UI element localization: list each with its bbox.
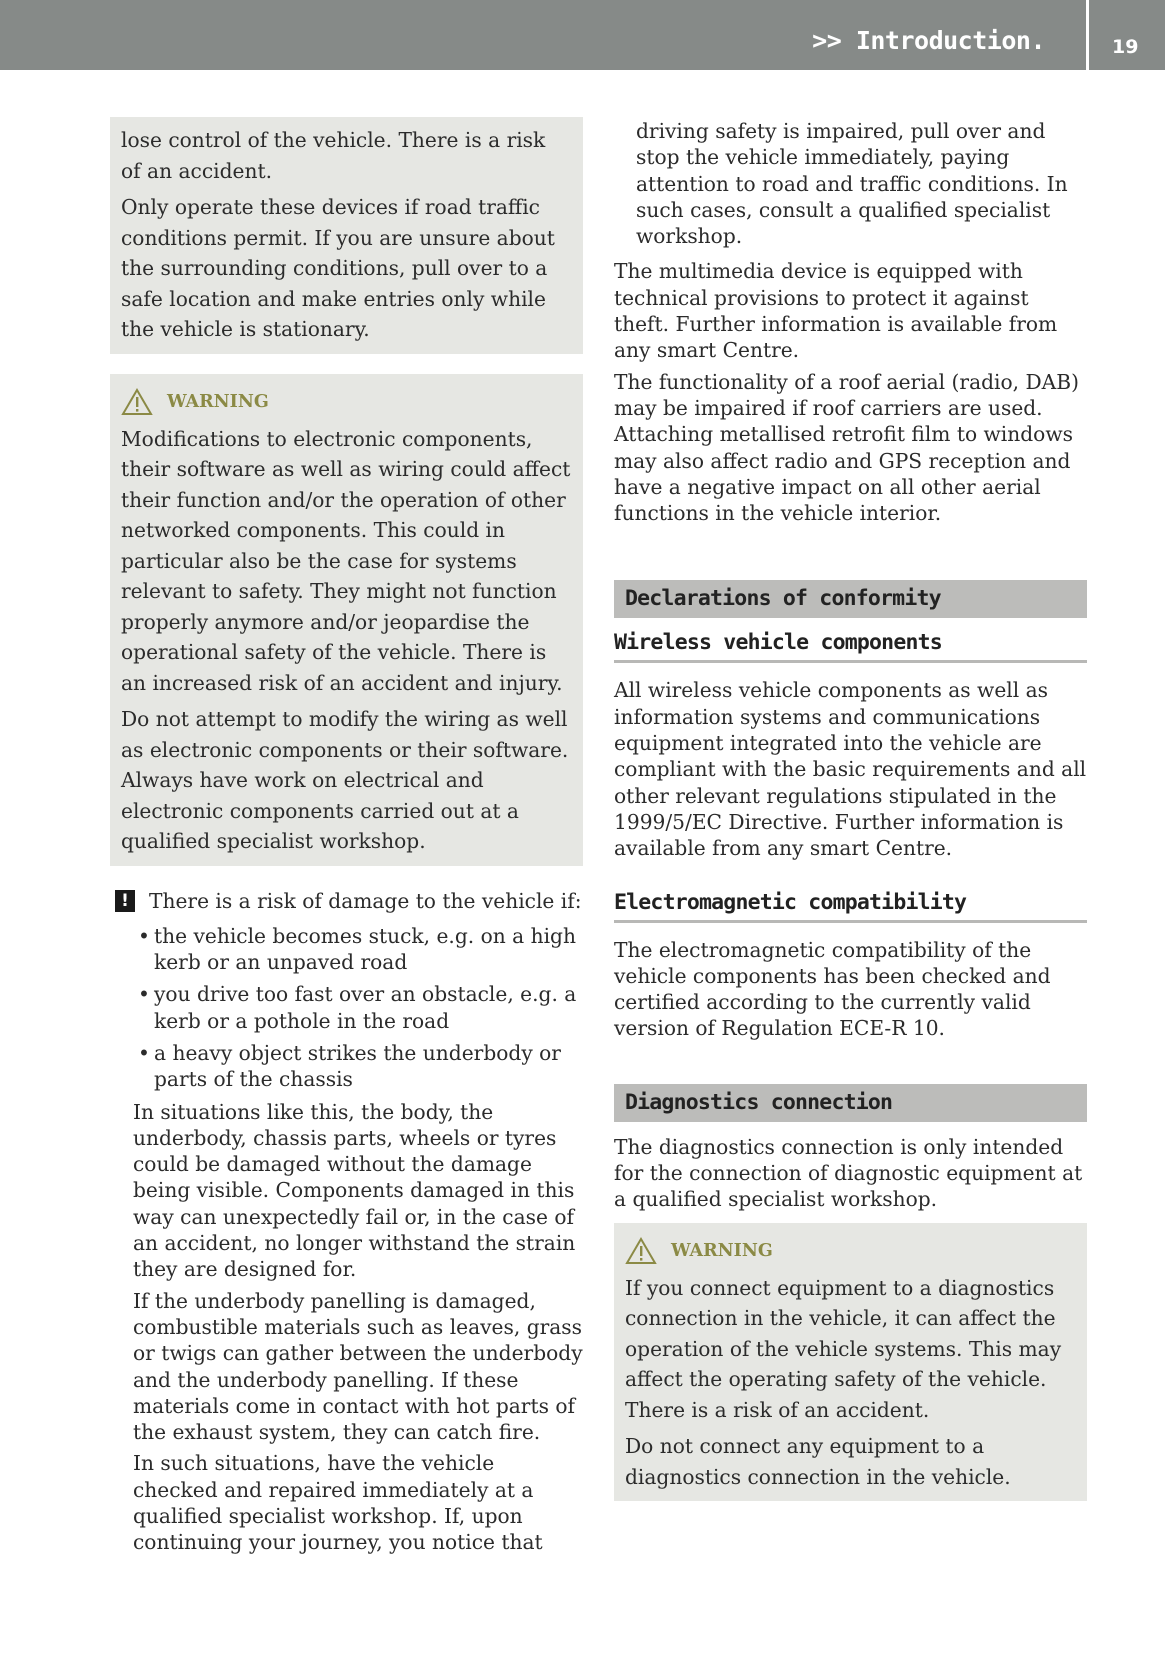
warning-heading: [121, 388, 571, 416]
warning-heading: [625, 1237, 1075, 1265]
page-header: [0, 0, 1165, 70]
paragraph: If you connect equipment to a diagnostics connection in the vehicle, it can affect the operation of the vehicle systems. This may affect the operating safety of the vehicle. There is a risk of an accident.: [625, 1275, 1062, 1422]
paragraph: The multimedia device is equipped with technical provisions to protect it against theft. Further information is available from any smart Centre.: [614, 259, 1058, 363]
paragraph: driving safety is impaired, pull over and stop the vehicle immediately, paying attention to road and traffic conditions. In such cases, consult a qualified specialist workshop.: [636, 119, 1068, 249]
page-number: 19: [1112, 36, 1139, 58]
paragraph: All wireless vehicle components as well as information systems and communications equipment integrated into the vehicle are compliant with the basic requirements and all other relevant regulations stipulated in the 1999/5/EC Directive. Further information is available from any smart Centre.: [614, 678, 1087, 861]
warning-triangle-icon: [625, 1237, 657, 1265]
paragraph: Do not attempt to modify the wiring as well as electronic components or their software. Always have work on electrical and electronic components carried out at a qualified specialist workshop.: [121, 707, 569, 853]
list-item: • the vehicle becomes stuck, e.g. on a high kerb or an unpaved road: [138, 923, 583, 976]
bullet-list: [110, 923, 583, 1093]
section-heading: Declarations of conformity: [614, 580, 1087, 618]
right-text: [614, 118, 1087, 526]
paragraph: The electromagnetic compatibility of the vehicle components has been checked and certified according to the currently valid version of Regulation ECE-R 10.: [614, 937, 1051, 1041]
notice-block: [110, 888, 583, 1556]
subsection-heading: Electromagnetic compatibility: [614, 890, 1087, 923]
notice-intro-line: [110, 888, 583, 914]
list-item: • a heavy object strikes the underbody or parts of the chassis: [138, 1040, 583, 1093]
paragraph: Only operate these devices if road traffic conditions permit. If you are unsure about the surrounding conditions, pull over to a safe location and make entries only while the vehicle is stationary.: [121, 195, 555, 341]
info-box: [110, 117, 583, 354]
right-column: [614, 118, 1087, 1501]
notice-intro: There is a risk of damage to the vehicle if:: [149, 888, 582, 913]
paragraph: Modifications to electronic components, their software as well as wiring could affect their function and/or the operation of other networked components. This could in particular also be the case for systems relevant to safety. They might not function properly anymore and/or jeopardise the operational safety of the vehicle. There is an increased risk of an accident and injury.: [121, 426, 571, 695]
paragraph: Do not connect any equipment to a diagnostics connection in the vehicle.: [625, 1434, 1011, 1489]
list-item: • you drive too fast over an obstacle, e.g. a kerb or a pothole in the road: [138, 981, 583, 1034]
warning-label: WARNING: [167, 391, 269, 412]
warning-box: [110, 374, 583, 866]
section-title: >> Introduction.: [812, 26, 1045, 55]
left-column: [110, 117, 583, 1556]
header-divider: [1086, 0, 1089, 70]
paragraph: In such situations, have the vehicle checked and repaired immediately at a qualified specialist workshop. If, upon continuing your journey, you notice that: [133, 1451, 543, 1555]
notice-body: [110, 1099, 583, 1556]
exclamation-icon: !: [115, 890, 135, 912]
paragraph: lose control of the vehicle. There is a risk of an accident.: [121, 128, 546, 183]
warning-triangle-icon: [121, 388, 153, 416]
paragraph: The functionality of a roof aerial (radio, DAB) may be impaired if roof carriers are used. Attaching metallised retrofit film to windows may also affect radio and GPS reception and have a negative impact on all other aerial functions in the vehicle interior.: [614, 369, 1079, 526]
section-heading: Diagnostics connection: [614, 1084, 1087, 1122]
paragraph: If the underbody panelling is damaged, combustible materials such as leaves, grass or twigs can gather between the underbody and the underbody panelling. If these materials come in contact with hot parts of the exhaust system, they can catch fire.: [133, 1288, 583, 1445]
subsection-heading: Wireless vehicle components: [614, 630, 1087, 663]
paragraph: In situations like this, the body, the underbody, chassis parts, wheels or tyres could be damaged without the damage being visible. Components damaged in this way can unexpectedly fail or, in the case of an accident, no longer withstand the strain they are designed for.: [133, 1099, 576, 1282]
warning-box: [614, 1223, 1087, 1502]
warning-label: WARNING: [671, 1240, 773, 1261]
paragraph: The diagnostics connection is only intended for the connection of diagnostic equipment at a qualified specialist workshop.: [614, 1134, 1083, 1212]
